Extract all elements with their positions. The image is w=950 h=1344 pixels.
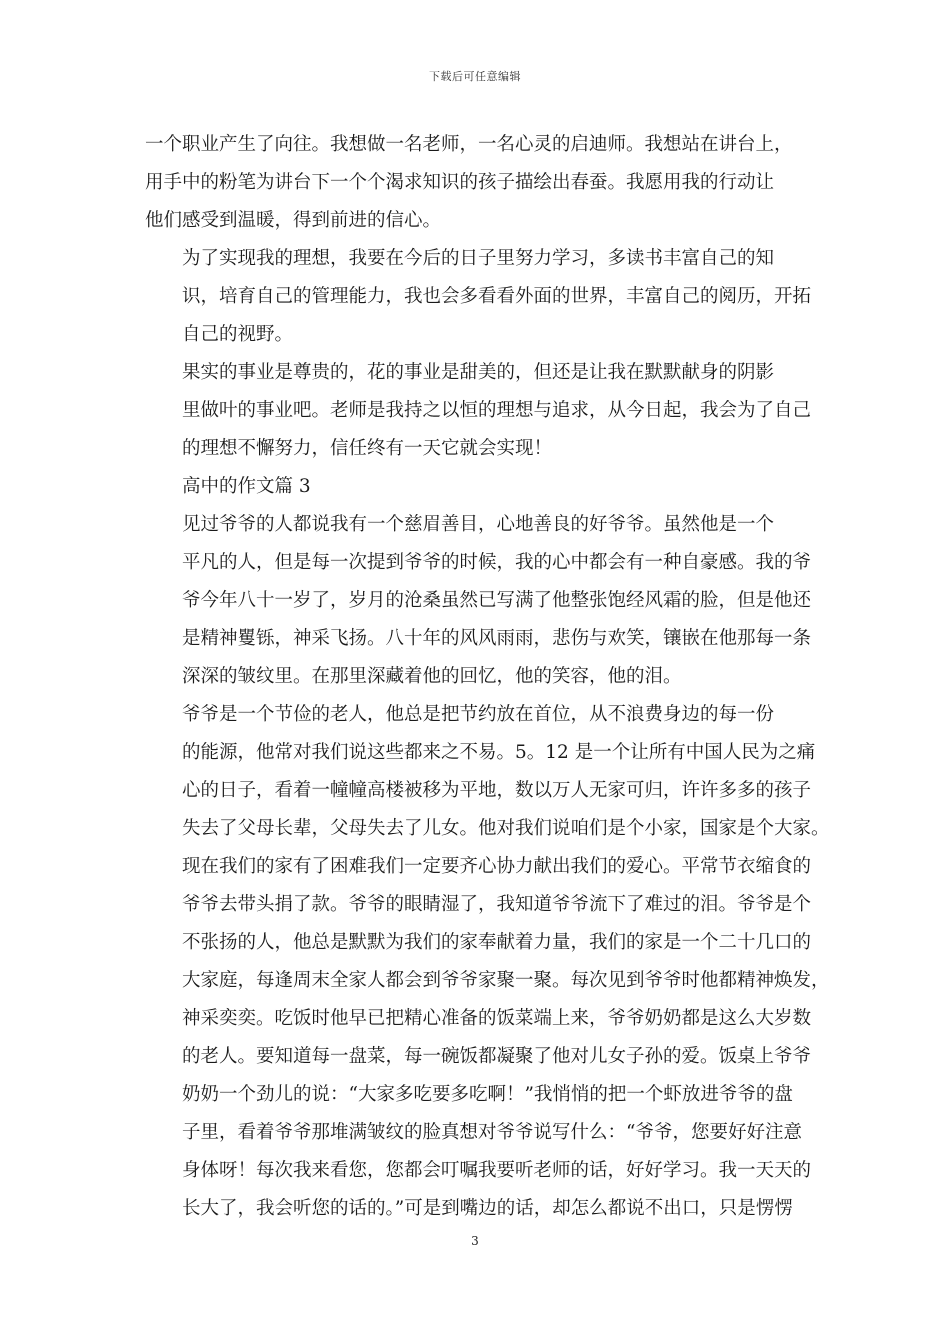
page-number: 3 <box>471 1234 479 1248</box>
text-line: 爷爷去带头捐了款。爷爷的眼睛湿了，我知道爷爷流下了难过的泪。爷爷是个 <box>182 894 812 915</box>
text-line: 身体呀！每次我来看您，您都会叮嘱我要听老师的话，好好学习。我一天天的 <box>182 1160 812 1181</box>
paragraph-1 <box>145 126 810 240</box>
text-line: 奶奶一个劲儿的说：“大家多吃要多吃啊！”我悄悄的把一个虾放进爷爷的盘 <box>182 1084 793 1105</box>
text-line: 爷今年八十一岁了，岁月的沧桑虽然已写满了他整张饱经风霜的脸，但是他还 <box>182 590 812 611</box>
text-line: 爷爷是一个节俭的老人，他总是把节约放在首位，从不浪费身边的每一份 <box>182 704 775 725</box>
document-body <box>145 126 830 1228</box>
text-line: 平凡的人，但是每一次提到爷爷的时候，我的心中都会有一种自豪感。我的爷 <box>182 552 812 573</box>
text-line: 用手中的粉笔为讲台下一个个渴求知识的孩子描绘出春蚕。我愿用我的行动让 <box>145 172 775 193</box>
text-line: 他们感受到温暖，得到前进的信心。 <box>145 210 442 231</box>
text-line: 心的日子，看着一幢幢高楼被移为平地，数以万人无家可归，许许多多的孩子 <box>182 780 812 801</box>
text-line: 果实的事业是尊贵的，花的事业是甜美的，但还是让我在默默献身的阴影 <box>182 362 775 383</box>
text-line: 不张扬的人，他总是默默为我们的家奉献着力量，我们的家是一个二十几口的 <box>182 932 812 953</box>
section-title: 高中的作文篇 3 <box>182 476 311 497</box>
text-line: 失去了父母长辈，父母失去了儿女。他对我们说咱们是个小家，国家是个大家。 <box>182 818 830 839</box>
page-header: 下载后可任意编辑 <box>429 70 521 83</box>
text-line: 一个职业产生了向往。我想做一名老师，一名心灵的启迪师。我想站在讲台上， <box>145 134 793 155</box>
text-line: 的能源，他常对我们说这些都来之不易。5。12 是一个让所有中国人民为之痛 <box>182 742 816 763</box>
text-line: 深深的皱纹里。在那里深藏着他的回忆，他的笑容，他的泪。 <box>182 666 682 687</box>
text-line: 为了实现我的理想，我要在今后的日子里努力学习，多读书丰富自己的知 <box>182 248 775 269</box>
text-line: 里做叶的事业吧。老师是我持之以恒的理想与追求，从今日起，我会为了自己 <box>182 400 812 421</box>
text-line: 现在我们的家有了困难我们一定要齐心协力献出我们的爱心。平常节衣缩食的 <box>182 856 812 877</box>
text-line: 神采奕奕。吃饭时他早已把精心准备的饭菜端上来，爷爷奶奶都是这么大岁数 <box>182 1008 812 1029</box>
text-line: 识，培育自己的管理能力，我也会多看看外面的世界，丰富自己的阅历，开拓 <box>182 286 812 307</box>
paragraph-4 <box>145 506 810 696</box>
text-line: 长大了，我会听您的话的。”可是到嘴边的话，却怎么都说不出口，只是愣愣 <box>182 1198 793 1219</box>
text-line: 子里，看着爷爷那堆满皱纹的脸真想对爷爷说写什么：“爷爷，您要好好注意 <box>182 1122 802 1143</box>
paragraph-5 <box>145 696 830 1228</box>
text-line: 大家庭，每逢周末全家人都会到爷爷家聚一聚。每次见到爷爷时他都精神焕发， <box>182 970 830 991</box>
text-line: 的老人。要知道每一盘菜，每一碗饭都凝聚了他对儿女子孙的爱。饭桌上爷爷 <box>182 1046 812 1067</box>
text-line: 自己的视野。 <box>182 324 294 345</box>
text-line: 是精神矍铄，神采飞扬。八十年的风风雨雨，悲伤与欢笑，镶嵌在他那每一条 <box>182 628 812 649</box>
text-line: 的理想不懈努力，信任终有一天它就会实现！ <box>182 438 553 459</box>
text-line: 见过爷爷的人都说我有一个慈眉善目，心地善良的好爷爷。虽然他是一个 <box>182 514 775 535</box>
paragraph-2 <box>145 240 810 354</box>
paragraph-3 <box>145 354 810 468</box>
